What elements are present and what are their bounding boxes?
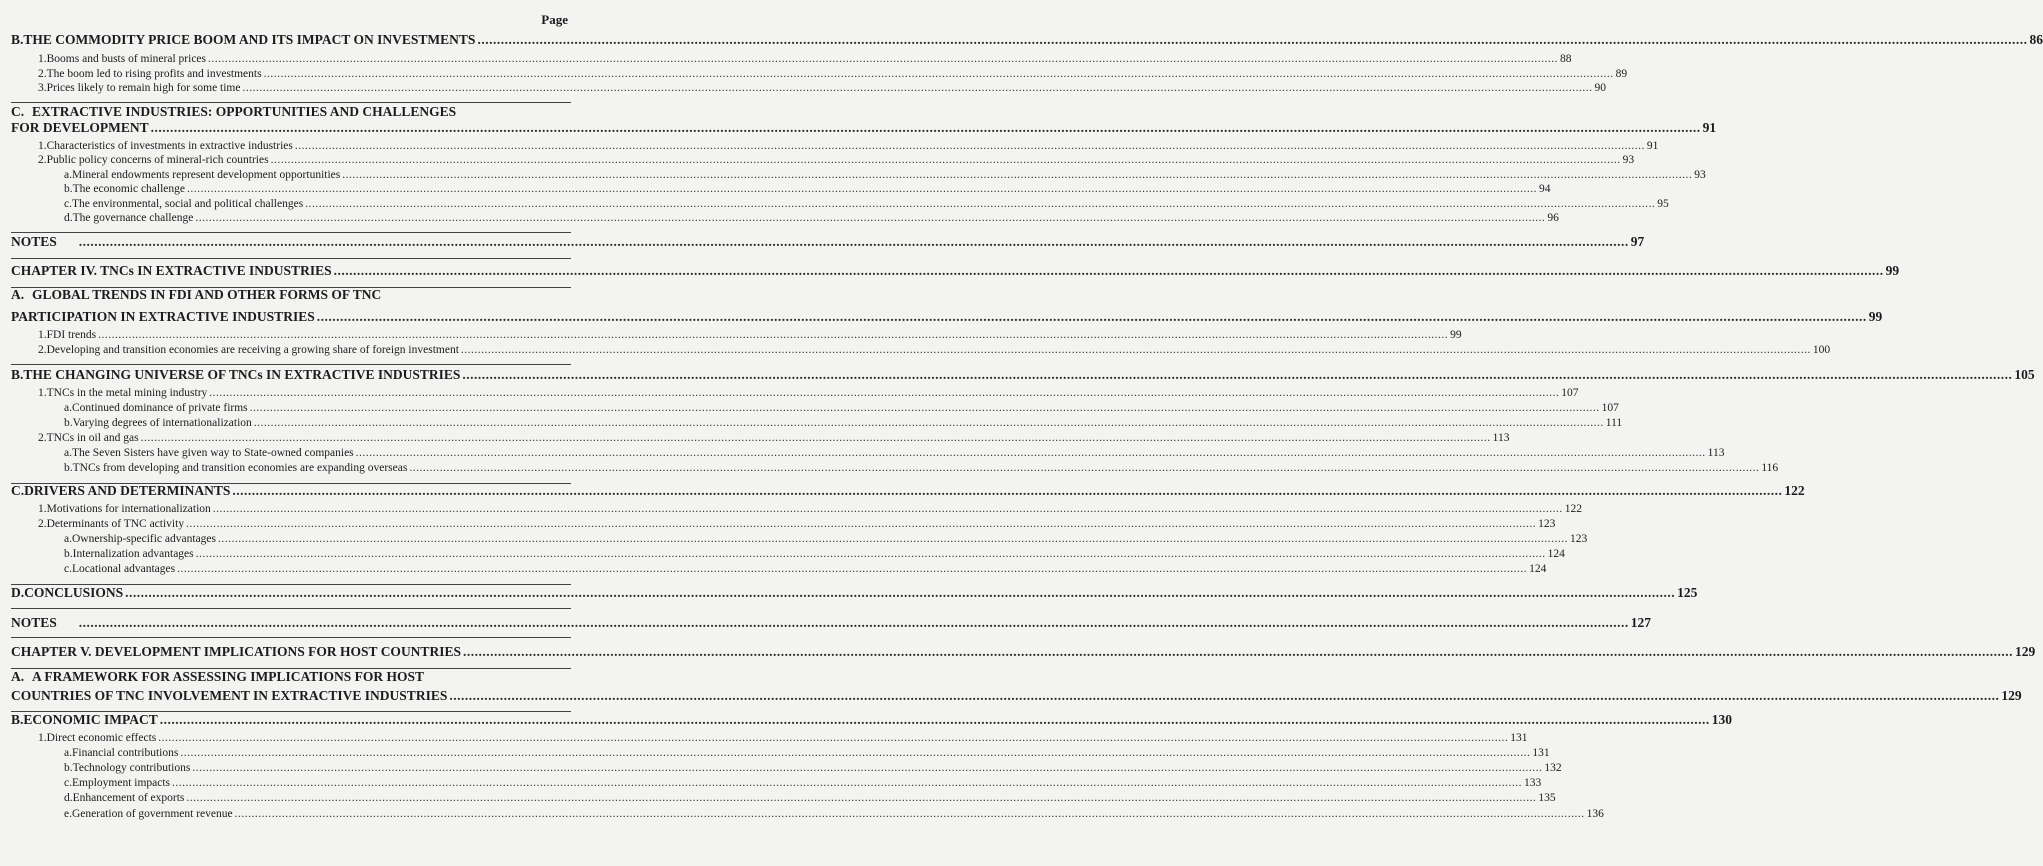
page-number: 111 — [1605, 416, 1623, 429]
entry-title: Continued dominance of private firms — [71, 401, 248, 414]
page-number: 94 — [1539, 182, 1551, 195]
page-number: 122 — [1784, 482, 1805, 498]
toc-entry — [64, 401, 1619, 415]
toc-entry — [64, 562, 1547, 576]
page-number: 99 — [1450, 328, 1462, 341]
toc-entry — [11, 584, 1698, 600]
page-number: 122 — [1564, 502, 1583, 515]
page-number: 91 — [1646, 139, 1659, 152]
page-number: 99 — [1885, 262, 1900, 278]
entry-number: a. — [64, 401, 72, 414]
page-number: 89 — [1615, 67, 1628, 80]
dot-leader: ................................................................................................................................................................................................................................................................................................................................................................................................................ — [232, 482, 1783, 498]
toc-entry — [64, 807, 1604, 821]
dot-leader: ................................................................................................................................................................................................................................................................................................................................................................................................................ — [316, 308, 1867, 324]
dot-leader: ................................................................................................................................................................................................................................................................................................................................................................................................................ — [209, 386, 1560, 399]
dot-leader: ................................................................................................................................................................................................................................................................................................................................................................................................................ — [78, 614, 1629, 630]
dot-leader: ................................................................................................................................................................................................................................................................................................................................................................................................................ — [342, 168, 1693, 181]
dot-leader: ................................................................................................................................................................................................................................................................................................................................................................................................................ — [460, 343, 1811, 356]
page-number: 88 — [1560, 52, 1572, 65]
page-number: 99 — [1868, 308, 1883, 324]
toc-entry — [11, 105, 568, 119]
entry-title: CHAPTER V. DEVELOPMENT IMPLICATIONS FOR HOST COUNTRIES — [11, 643, 461, 659]
entry-number: b. — [64, 461, 73, 474]
section-divider — [11, 258, 571, 259]
entry-title: Determinants of TNC activity — [46, 517, 185, 530]
entry-title: THE COMMODITY PRICE BOOM AND ITS IMPACT ON INVESTMENTS — [23, 31, 476, 47]
entry-number: b. — [64, 182, 73, 195]
entry-title: TNCs from developing and transition economies are expanding overseas — [72, 461, 408, 474]
page-number: 127 — [1630, 614, 1652, 630]
toc-entry — [64, 547, 1565, 561]
page-number: 97 — [1630, 233, 1645, 249]
entry-number: 2. — [38, 343, 47, 356]
toc-entry — [64, 461, 1779, 475]
section-divider — [11, 711, 571, 712]
entry-number: 2. — [38, 431, 47, 444]
section-divider — [11, 668, 571, 669]
toc-entry — [64, 416, 1623, 430]
dot-leader: ................................................................................................................................................................................................................................................................................................................................................................................................................ — [195, 547, 1546, 560]
entry-title: The environmental, social and political challenges — [71, 197, 304, 210]
entry-title: GLOBAL TRENDS IN FDI AND OTHER FORMS OF TNC — [32, 286, 382, 302]
entry-title: Ownership-specific advantages — [71, 532, 216, 545]
toc-entry — [64, 197, 1669, 211]
entry-title: The economic challenge — [72, 182, 186, 195]
dot-leader: ................................................................................................................................................................................................................................................................................................................................................................................................................ — [409, 461, 1760, 474]
dot-leader: ................................................................................................................................................................................................................................................................................................................................................................................................................ — [333, 262, 1884, 278]
entry-number: 3. — [38, 81, 47, 94]
entry-title: Public policy concerns of mineral-rich countries — [46, 153, 269, 166]
dot-leader: ................................................................................................................................................................................................................................................................................................................................................................................................................ — [270, 153, 1621, 166]
page-number: 90 — [1594, 81, 1606, 94]
entry-number: a. — [64, 746, 72, 759]
entry-title: NOTES — [11, 233, 57, 249]
dot-leader: ................................................................................................................................................................................................................................................................................................................................................................................................................ — [263, 67, 1614, 80]
dot-leader: ................................................................................................................................................................................................................................................................................................................................................................................................................ — [78, 233, 1629, 249]
section-divider — [11, 364, 571, 365]
section-divider — [11, 608, 571, 609]
dot-leader: ................................................................................................................................................................................................................................................................................................................................................................................................................ — [177, 562, 1528, 575]
page-number: 132 — [1544, 761, 1562, 774]
dot-leader: ................................................................................................................................................................................................................................................................................................................................................................................................................ — [305, 197, 1656, 210]
entry-number: 1. — [38, 731, 47, 744]
toc-entry — [38, 153, 1635, 167]
dot-leader: ................................................................................................................................................................................................................................................................................................................................................................................................................ — [212, 502, 1563, 515]
toc-entry — [11, 288, 568, 302]
toc-entry — [11, 366, 2035, 382]
toc-entry — [11, 711, 1733, 727]
entry-number: A. — [11, 286, 25, 302]
page-number: 131 — [1532, 746, 1550, 759]
entry-title: FOR DEVELOPMENT — [11, 119, 149, 135]
entry-number: 1. — [38, 52, 47, 65]
entry-title: The Seven Sisters have given way to State-owned companies — [71, 446, 354, 459]
entry-number: C. — [11, 482, 25, 498]
entry-title: The boom led to rising profits and investments — [46, 67, 262, 80]
entry-number: D. — [11, 584, 25, 600]
entry-title: Employment impacts — [71, 776, 171, 789]
page-number: 96 — [1547, 211, 1559, 224]
dot-leader: ................................................................................................................................................................................................................................................................................................................................................................................................................ — [477, 31, 2028, 47]
toc-entry — [11, 308, 1883, 324]
page-number: 123 — [1538, 517, 1556, 530]
entry-title: Technology contributions — [72, 761, 191, 774]
page-number: 131 — [1510, 731, 1528, 744]
dot-leader: ................................................................................................................................................................................................................................................................................................................................................................................................................ — [195, 211, 1546, 224]
section-divider — [11, 637, 571, 638]
entry-title: Characteristics of investments in extractive industries — [46, 139, 293, 152]
entry-title: Locational advantages — [71, 562, 176, 575]
toc-entry — [11, 643, 2036, 659]
entry-number: d. — [64, 211, 73, 224]
entry-title: TNCs in the metal mining industry — [46, 386, 208, 399]
toc-entry — [64, 446, 1725, 460]
toc-entry — [38, 52, 1572, 66]
entry-title: Booms and busts of mineral prices — [46, 52, 207, 65]
toc-entry — [38, 502, 1583, 516]
dot-leader: ................................................................................................................................................................................................................................................................................................................................................................................................................ — [462, 643, 2013, 659]
entry-title: Internalization advantages — [72, 547, 194, 560]
dot-leader: ................................................................................................................................................................................................................................................................................................................................................................................................................ — [218, 532, 1568, 545]
entry-number: C. — [11, 103, 25, 119]
toc-entry — [38, 386, 1579, 400]
dot-leader: ................................................................................................................................................................................................................................................................................................................................................................................................................ — [158, 731, 1509, 744]
toc-entry — [11, 482, 1805, 498]
entry-number: a. — [64, 168, 72, 181]
dot-leader: ................................................................................................................................................................................................................................................................................................................................................................................................................ — [242, 81, 1593, 94]
toc-entry — [64, 211, 1559, 225]
entry-number: 2. — [38, 153, 47, 166]
toc-entry — [38, 67, 1628, 81]
entry-title: COUNTRIES OF TNC INVOLVEMENT IN EXTRACTIVE INDUSTRIES — [11, 687, 448, 703]
page-number: 91 — [1702, 119, 1717, 135]
page-number: 135 — [1538, 791, 1556, 804]
dot-leader: ................................................................................................................................................................................................................................................................................................................................................................................................................ — [159, 711, 1710, 727]
dot-leader: ................................................................................................................................................................................................................................................................................................................................................................................................................ — [449, 687, 2000, 703]
page-number: 125 — [1677, 584, 1698, 600]
entry-number: 2. — [38, 517, 47, 530]
toc-entry — [64, 182, 1551, 196]
toc-entry — [11, 233, 1645, 249]
entry-title: Financial contributions — [71, 746, 179, 759]
section-divider — [11, 483, 571, 484]
entry-title: EXTRACTIVE INDUSTRIES: OPPORTUNITIES AND CHALLENGES — [32, 103, 457, 119]
toc-entry — [38, 139, 1659, 153]
page-number: 129 — [2014, 643, 2036, 659]
toc-entry — [64, 532, 1588, 546]
entry-title: Generation of government revenue — [71, 807, 233, 820]
entry-number: b. — [64, 416, 73, 429]
entry-number: 2. — [38, 67, 47, 80]
entry-title: The governance challenge — [72, 211, 194, 224]
entry-number: A. — [11, 668, 25, 684]
dot-leader: ................................................................................................................................................................................................................................................................................................................................................................................................................ — [192, 761, 1543, 774]
entry-title: PARTICIPATION IN EXTRACTIVE INDUSTRIES — [11, 308, 315, 324]
entry-title: Enhancement of exports — [72, 791, 185, 804]
page-number: 107 — [1601, 401, 1619, 414]
page-number: 86 — [2029, 31, 2043, 47]
entry-number: 1. — [38, 328, 47, 341]
toc-entry — [11, 687, 2022, 703]
dot-leader: ................................................................................................................................................................................................................................................................................................................................................................................................................ — [98, 328, 1449, 341]
entry-title: FDI trends — [46, 328, 97, 341]
page-number: 124 — [1529, 562, 1547, 575]
entry-title: Prices likely to remain high for some time — [46, 81, 241, 94]
toc-entry — [38, 517, 1556, 531]
toc-entry — [38, 343, 1831, 357]
entry-number: c. — [64, 776, 72, 789]
toc-entry — [64, 746, 1550, 760]
entry-number: 1. — [38, 139, 47, 152]
page-number: 123 — [1570, 532, 1588, 545]
entry-title: THE CHANGING UNIVERSE OF TNCs IN EXTRACTIVE INDUSTRIES — [23, 366, 461, 382]
entry-title: ECONOMIC IMPACT — [23, 711, 158, 727]
section-divider — [11, 584, 571, 585]
dot-leader: ................................................................................................................................................................................................................................................................................................................................................................................................................ — [125, 584, 1676, 600]
toc-entry — [11, 119, 1717, 135]
toc-entry — [11, 262, 1900, 278]
entry-number: 1. — [38, 386, 47, 399]
dot-leader: ................................................................................................................................................................................................................................................................................................................................................................................................................ — [234, 807, 1585, 820]
toc-entry — [38, 431, 1510, 445]
page-number: 130 — [1711, 711, 1733, 727]
dot-leader: ................................................................................................................................................................................................................................................................................................................................................................................................................ — [294, 139, 1645, 152]
entry-title: CHAPTER IV. TNCs IN EXTRACTIVE INDUSTRIES — [11, 262, 332, 278]
page-number: 93 — [1622, 153, 1635, 166]
entry-title: CONCLUSIONS — [24, 584, 124, 600]
entry-number: B. — [11, 31, 24, 47]
entry-title: Developing and transition economies are receiving a growing share of foreign investment — [46, 343, 459, 356]
entry-number: c. — [64, 562, 72, 575]
toc-entry — [38, 731, 1528, 745]
entry-title: Mineral endowments represent development opportunities — [71, 168, 341, 181]
toc-entry — [38, 328, 1462, 342]
dot-leader: ................................................................................................................................................................................................................................................................................................................................................................................................................ — [140, 431, 1491, 444]
dot-leader: ................................................................................................................................................................................................................................................................................................................................................................................................................ — [186, 517, 1537, 530]
page-number: 113 — [1492, 431, 1510, 444]
dot-leader: ................................................................................................................................................................................................................................................................................................................................................................................................................ — [462, 366, 2013, 382]
dot-leader: ................................................................................................................................................................................................................................................................................................................................................................................................................ — [355, 446, 1706, 459]
section-divider — [11, 232, 571, 233]
toc-entry — [64, 761, 1562, 775]
entry-number: 1. — [38, 502, 47, 515]
entry-title: Direct economic effects — [46, 731, 157, 744]
dot-leader: ................................................................................................................................................................................................................................................................................................................................................................................................................ — [249, 401, 1600, 414]
toc-entry — [11, 614, 1652, 630]
section-divider — [11, 102, 571, 103]
section-divider — [11, 287, 571, 288]
entry-title: DRIVERS AND DETERMINANTS — [24, 482, 231, 498]
entry-number: d. — [64, 791, 73, 804]
entry-number: B. — [11, 366, 24, 382]
page-number: 116 — [1761, 461, 1779, 474]
page-number: 105 — [2014, 366, 2035, 382]
entry-number: b. — [64, 547, 73, 560]
page-number: 113 — [1707, 446, 1725, 459]
dot-leader: ................................................................................................................................................................................................................................................................................................................................................................................................................ — [253, 416, 1604, 429]
toc-entry — [38, 81, 1606, 95]
toc-entry — [64, 168, 1706, 182]
page-column-header: Page — [541, 12, 568, 27]
entry-number: c. — [64, 197, 72, 210]
entry-number: b. — [64, 761, 73, 774]
entry-number: e. — [64, 807, 72, 820]
entry-title: TNCs in oil and gas — [46, 431, 139, 444]
entry-title: Varying degrees of internationalization — [72, 416, 252, 429]
page-number: 93 — [1694, 168, 1706, 181]
page-number: 133 — [1524, 776, 1542, 789]
dot-leader: ................................................................................................................................................................................................................................................................................................................................................................................................................ — [187, 182, 1538, 195]
toc-entry — [11, 31, 2043, 47]
page-number: 100 — [1812, 343, 1831, 356]
entry-number: a. — [64, 446, 72, 459]
entry-number: B. — [11, 711, 24, 727]
entry-title: A FRAMEWORK FOR ASSESSING IMPLICATIONS FOR HOST — [32, 668, 425, 684]
toc-entry — [64, 776, 1542, 790]
dot-leader: ................................................................................................................................................................................................................................................................................................................................................................................................................ — [172, 776, 1523, 789]
entry-title: Motivations for internationalization — [46, 502, 211, 515]
dot-leader: ................................................................................................................................................................................................................................................................................................................................................................................................................ — [180, 746, 1531, 759]
page-number: 95 — [1657, 197, 1669, 210]
page-number: 129 — [2001, 687, 2022, 703]
dot-leader: ................................................................................................................................................................................................................................................................................................................................................................................................................ — [208, 52, 1559, 65]
page-number: 107 — [1561, 386, 1579, 399]
toc-entry — [11, 670, 568, 684]
page-number: 124 — [1547, 547, 1565, 560]
dot-leader: ................................................................................................................................................................................................................................................................................................................................................................................................................ — [150, 119, 1701, 135]
dot-leader: ................................................................................................................................................................................................................................................................................................................................................................................................................ — [186, 791, 1537, 804]
entry-number: a. — [64, 532, 72, 545]
toc-entry — [64, 791, 1556, 805]
entry-title: NOTES — [11, 614, 57, 630]
page-number: 136 — [1586, 807, 1604, 820]
